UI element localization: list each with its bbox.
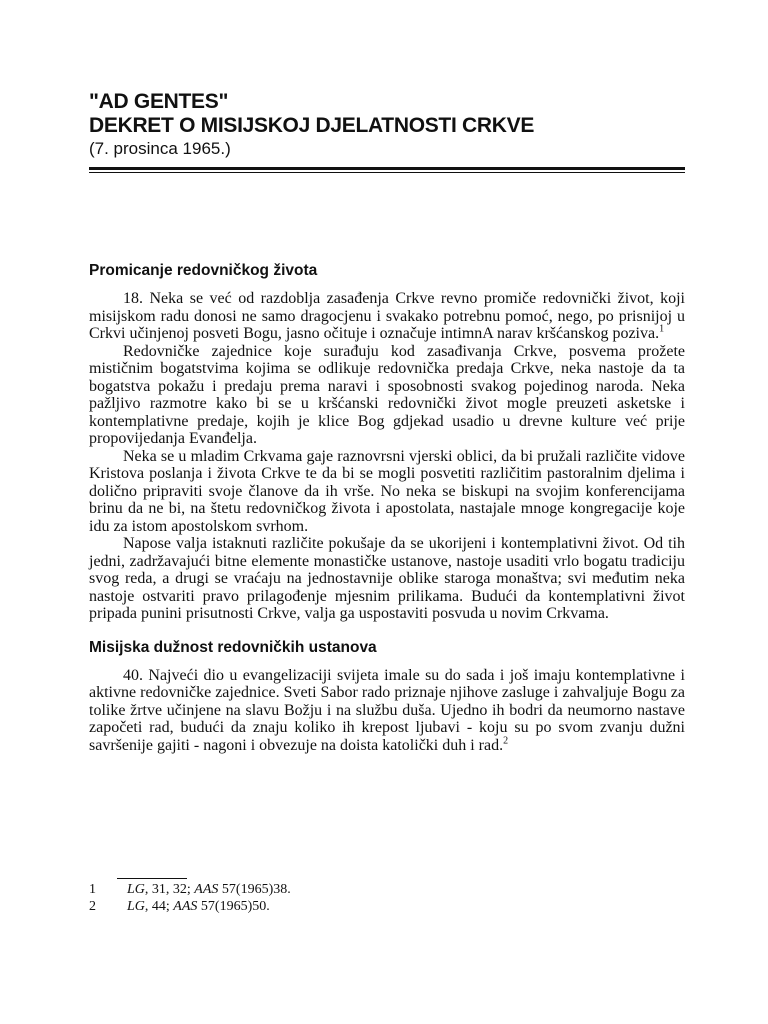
footnote-text: 57(1965)50. [197, 899, 270, 914]
footnote-abbreviation: AAS [173, 899, 198, 914]
footnote [89, 899, 270, 915]
footnote-text: , 31, 32; [144, 882, 195, 897]
footnote-abbreviation: LG [127, 899, 145, 914]
section-heading: Misijska dužnost redovničkih ustanova [89, 638, 377, 656]
paragraph: Neka se u mladim Crkvama gaje raznovrsni vjerski oblici, da bi pružali različite vidove Kristova poslanja i života Crkve te da bi se mogli posvetiti različitim pastoralnim djelima i dolično pripraviti svoje članove da ih vrše. No neka se biskupi na svojim konferencijama brinu da ne bi, na štetu redovničkog života i apostolata, nastajale mnoge kongregacije koje idu za istom apostolskom svrhom. [89, 447, 685, 535]
header-rule-thick [89, 167, 685, 170]
section-heading: Promicanje redovničkog života [89, 262, 318, 279]
paragraph: Napose valja istaknuti različite pokušaje da se ukorijeni i kontemplativni život. Od tih jedni, zadržavajući bitne elemente monastičke ustanove, nastoje usaditi vrlo bogatu tradiciju svog reda, a drugi se vraćaju na jednostavnije oblike staroga monaštva; svi međutim neka nastoje ostvariti pravo prilagođenje mjesnim prilikama. Budući da kontemplativni život pripada punini prisutnosti Crkve, valja ga uspostaviti posvuda u novim Crkvama. [89, 535, 685, 622]
document-title-line1: "AD GENTES" [89, 90, 229, 113]
document-date: (7. prosinca 1965.) [89, 139, 231, 158]
paragraph [89, 667, 685, 755]
document-title-line2: DEKRET O MISIJSKOJ DJELATNOSTI CRKVE [89, 114, 535, 137]
footnote-separator [117, 878, 187, 879]
document-header [89, 90, 534, 160]
footnote-text: 57(1965)38. [218, 882, 291, 897]
footnote-reference: 2 [503, 735, 509, 747]
footnote-abbreviation: AAS [194, 882, 219, 897]
paragraph-text: 40. Najveći dio u evangelizaciji svijeta imale su do sada i još imaju kontemplativne i aktivne redovničke zajednice. Sveti Sabor rado priznaje njihove zasluge i zahvaljuje Bogu za tolike žrtve učinjene na slavu Božju i na službu duša. Ujedno ih bodri da neumorno nastave započeti rad, budući da znaju koliko ih krepost ljubavi - koju su po svom zvanju dužni savršenije gajiti - nagoni i obvezuje na doista katolički duh i rad. [89, 666, 685, 754]
header-rule-thin [89, 172, 685, 173]
paragraph [89, 290, 685, 343]
footnote-number: 1 [89, 882, 96, 897]
paragraph-text: 18. Neka se već od razdoblja zasađenja Crkve revno promiče redovnički život, koji misijskom radu donosi ne samo dragocjenu i svakako potrebnu pomoć, nego, po prisnijoj u Crkvi učinjenoj posveti Bogu, jasno očituje i označuje intimnA narav kršćanskog poziva. [89, 290, 685, 342]
footnote-abbreviation: LG [127, 882, 145, 897]
footnote-text: , 44; [144, 899, 174, 914]
footnote [89, 882, 291, 898]
document-body [89, 262, 685, 754]
footnote-reference: 1 [659, 323, 665, 335]
footnote-number: 2 [89, 899, 96, 914]
paragraph: Redovničke zajednice koje surađuju kod zasađivanja Crkve, posvema prožete mističnim bogatstvima kojima se odlikuje redovnička predaja Crkve, neka nastoje da ta bogatstva pokažu i predaju prema naravi i sposobnosti svakog pojedinog naroda. Neka pažljivo razmotre kako bi se u kršćanski redovnički život mogle preuzeti asketske i kontemplativne predaje, kojih je klice Bog gdjekad usadio u drevne kulture već prije propovijedanja Evanđelja. [89, 342, 685, 447]
